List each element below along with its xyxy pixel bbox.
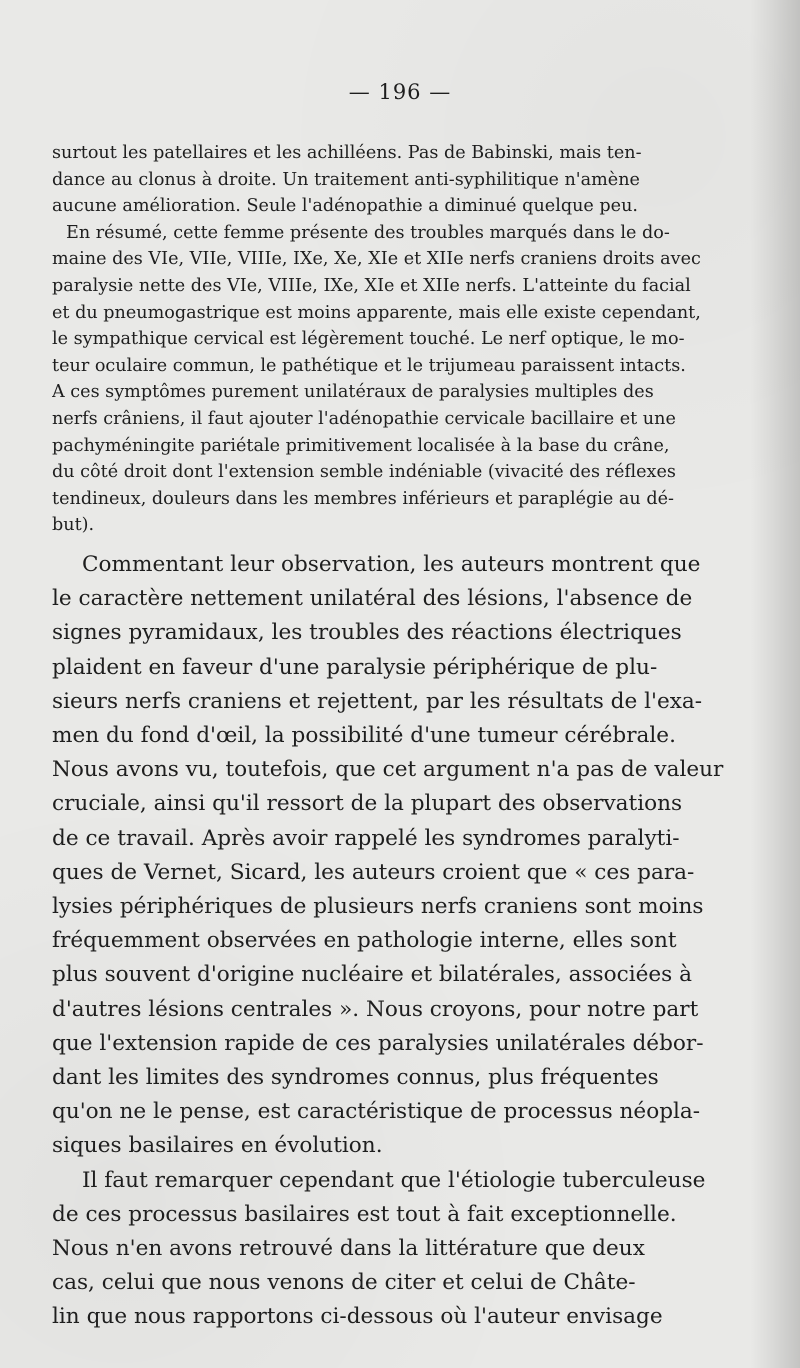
text-line: qu'on ne le pense, est caractéristique de processus néopla- [52, 1099, 701, 1125]
text-line: paralysie nette des VIe, VIIIe, IXe, XIe et XIIe nerfs. L'atteinte du facial [52, 275, 691, 296]
text-line: nerfs crâniens, il faut ajouter l'adénopathie cervicale bacillaire et une [52, 408, 676, 429]
text-line: lin que nous rapportons ci-dessous où l'auteur envisage [52, 1304, 663, 1330]
main-paragraph-2 [52, 1164, 764, 1335]
text-line: d'autres lésions centrales ». Nous croyons, pour notre part [52, 996, 699, 1022]
text-line: dant les limites des syndromes connus, plus fréquentes [52, 1065, 659, 1091]
text-line: siques basilaires en évolution. [52, 1133, 383, 1159]
text-line: Commentant leur observation, les auteurs montrent que [82, 552, 701, 577]
text-line: fréquemment observées en pathologie interne, elles sont [52, 928, 677, 954]
text-line: ques de Vernet, Sicard, les auteurs croient que « ces para- [52, 859, 695, 885]
text-line: de ces processus basilaires est tout à fait exceptionnelle. [52, 1201, 677, 1227]
text-line: En résumé, cette femme présente des troubles marqués dans le do- [66, 222, 670, 243]
text-line: du côté droit dont l'extension semble indéniable (vivacité des réflexes [52, 462, 676, 483]
small-paragraph-2 [52, 220, 764, 539]
text-line: plaident en faveur d'une paralysie périphérique de plu- [52, 654, 658, 680]
text-line: cas, celui que nous venons de citer et celui de Châte- [52, 1270, 636, 1296]
text-line: plus souvent d'origine nucléaire et bilatérales, associées à [52, 962, 692, 988]
text-line: que l'extension rapide de ces paralysies unilatérales débor- [52, 1030, 704, 1056]
text-line: tendineux, douleurs dans les membres inférieurs et paraplégie au dé- [52, 488, 674, 509]
text-line: signes pyramidaux, les troubles des réactions électriques [52, 620, 682, 646]
text-line: teur oculaire commun, le pathétique et le trijumeau paraissent intacts. [52, 355, 686, 376]
text-line: Nous avons vu, toutefois, que cet argument n'a pas de valeur [52, 757, 724, 783]
text-line: et du pneumogastrique est moins apparente, mais elle existe cependant, [52, 302, 701, 323]
main-paragraph-1 [52, 548, 764, 1164]
text-line: dance au clonus à droite. Un traitement anti-syphilitique n'amène [52, 169, 640, 190]
small-text-block [52, 140, 764, 539]
text-line: pachyméningite pariétale primitivement localisée à la base du crâne, [52, 435, 670, 456]
text-line: le caractère nettement unilatéral des lésions, l'absence de [52, 586, 693, 612]
text-line: A ces symptômes purement unilatéraux de paralysies multiples des [52, 382, 654, 403]
main-text-block [52, 548, 764, 1335]
text-line: maine des VIe, VIIe, VIIIe, IXe, Xe, XIe et XIIe nerfs craniens droits avec [52, 249, 701, 270]
text-line: le sympathique cervical est légèrement touché. Le nerf optique, le mo- [52, 329, 685, 350]
text-line: de ce travail. Après avoir rappelé les syndromes paralyti- [52, 825, 680, 851]
text-line: surtout les patellaires et les achilléens. Pas de Babinski, mais ten- [52, 143, 642, 163]
small-paragraph-1 [52, 140, 764, 220]
text-line: cruciale, ainsi qu'il ressort de la plupart des observations [52, 791, 683, 817]
text-line: but). [52, 515, 95, 536]
page-number: — 196 — [348, 80, 452, 104]
text-line: sieurs nerfs craniens et rejettent, par les résultats de l'exa- [52, 688, 703, 714]
text-line: men du fond d'œil, la possibilité d'une tumeur cérébrale. [52, 723, 676, 749]
text-line: aucune amélioration. Seule l'adénopathie a diminué quelque peu. [52, 196, 639, 217]
text-line: lysies périphériques de plusieurs nerfs craniens sont moins [52, 894, 704, 920]
text-line: Il faut remarquer cependant que l'étiologie tuberculeuse [82, 1167, 706, 1193]
text-line: Nous n'en avons retrouvé dans la littérature que deux [52, 1236, 645, 1262]
